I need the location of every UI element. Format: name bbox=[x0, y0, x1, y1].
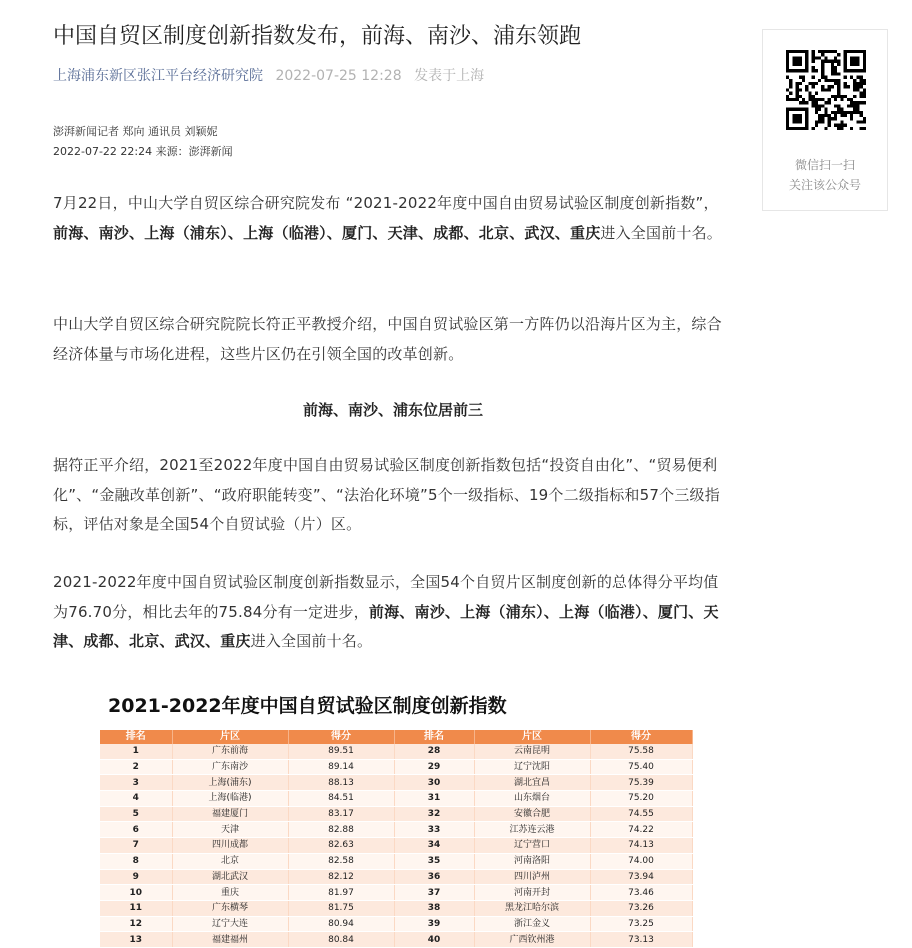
table-row bbox=[100, 869, 692, 885]
table-header-row bbox=[100, 730, 692, 744]
cell-zone: 黑龙江哈尔滨 bbox=[474, 900, 590, 916]
cell-zone: 浙江金义 bbox=[474, 916, 590, 932]
cell-score: 75.39 bbox=[590, 775, 692, 791]
cell-zone: 辽宁营口 bbox=[474, 838, 590, 854]
cell-score: 74.22 bbox=[590, 822, 692, 838]
table-row bbox=[100, 759, 692, 775]
cell-zone: 广西钦州港 bbox=[474, 932, 590, 948]
cell-score: 82.88 bbox=[288, 822, 394, 838]
cell-rank: 35 bbox=[394, 853, 474, 869]
cell-zone: 河南洛阳 bbox=[474, 853, 590, 869]
cell-score: 75.20 bbox=[590, 791, 692, 807]
cell-zone: 天津 bbox=[172, 822, 288, 838]
cell-rank: 32 bbox=[394, 806, 474, 822]
publish-time: 2022-07-25 12:28 bbox=[275, 68, 402, 84]
cell-zone: 湖北宜昌 bbox=[474, 775, 590, 791]
table-row bbox=[100, 806, 692, 822]
cell-rank: 29 bbox=[394, 759, 474, 775]
cell-zone: 广东前海 bbox=[172, 744, 288, 759]
cell-rank: 36 bbox=[394, 869, 474, 885]
cell-rank: 38 bbox=[394, 900, 474, 916]
cell-zone: 上海(临港) bbox=[172, 791, 288, 807]
cell-rank: 10 bbox=[100, 885, 172, 901]
cell-rank: 11 bbox=[100, 900, 172, 916]
header-rank-right: 排名 bbox=[394, 730, 474, 744]
cell-score: 80.94 bbox=[288, 916, 394, 932]
cell-score: 74.13 bbox=[590, 838, 692, 854]
header-zone-left: 片区 bbox=[172, 730, 288, 744]
cell-rank: 34 bbox=[394, 838, 474, 854]
qr-caption-scan: 微信扫一扫 bbox=[794, 158, 855, 172]
section-subheading: 前海、南沙、浦东位居前三 bbox=[302, 401, 483, 419]
cell-score: 84.51 bbox=[288, 791, 394, 807]
cell-zone: 福建厦门 bbox=[172, 806, 288, 822]
cell-rank: 4 bbox=[100, 791, 172, 807]
cell-zone: 辽宁大连 bbox=[172, 916, 288, 932]
cell-score: 73.94 bbox=[590, 869, 692, 885]
table-row bbox=[100, 932, 692, 948]
cell-rank: 31 bbox=[394, 791, 474, 807]
cell-score: 80.84 bbox=[288, 932, 394, 948]
cell-rank: 13 bbox=[100, 932, 172, 948]
cell-score: 81.75 bbox=[288, 900, 394, 916]
table-row bbox=[100, 744, 692, 759]
cell-rank: 12 bbox=[100, 916, 172, 932]
byline-reporters: 澎湃新闻记者 郑向 通讯员 刘颖妮 bbox=[53, 125, 218, 138]
table-row bbox=[100, 822, 692, 838]
ranking-table-body bbox=[100, 744, 692, 947]
header-score-left: 得分 bbox=[288, 730, 394, 744]
cell-score: 82.12 bbox=[288, 869, 394, 885]
cell-zone: 辽宁沈阳 bbox=[474, 759, 590, 775]
cell-zone: 河南开封 bbox=[474, 885, 590, 901]
cell-score: 75.58 bbox=[590, 744, 692, 759]
cell-score: 73.13 bbox=[590, 932, 692, 948]
cell-rank: 5 bbox=[100, 806, 172, 822]
header-rank-left: 排名 bbox=[100, 730, 172, 744]
paragraph-2: 中山大学自贸区综合研究院院长符正平教授介绍，中国自贸试验区第一方阵仍以沿海片区为主，综合经济体量与市场化进程，这些片区仍在引领全国的改革创新。 bbox=[53, 315, 722, 363]
cell-score: 88.13 bbox=[288, 775, 394, 791]
qr-card bbox=[762, 29, 888, 211]
cell-rank: 37 bbox=[394, 885, 474, 901]
paragraph-1-tail: 进入全国前十名。 bbox=[600, 223, 723, 242]
cell-zone: 四川成都 bbox=[172, 838, 288, 854]
byline-source: 2022-07-22 22:24 来源：澎湃新闻 bbox=[53, 145, 233, 158]
account-link[interactable]: 上海浦东新区张江平台经济研究院 bbox=[53, 68, 263, 84]
cell-zone: 山东烟台 bbox=[474, 791, 590, 807]
cell-zone: 福建福州 bbox=[172, 932, 288, 948]
cell-rank: 6 bbox=[100, 822, 172, 838]
cell-zone: 四川泸州 bbox=[474, 869, 590, 885]
cell-rank: 33 bbox=[394, 822, 474, 838]
cell-rank: 7 bbox=[100, 838, 172, 854]
cell-rank: 3 bbox=[100, 775, 172, 791]
table-row bbox=[100, 885, 692, 901]
cell-zone: 上海(浦东) bbox=[172, 775, 288, 791]
paragraph-1 bbox=[53, 189, 733, 248]
qr-caption-follow: 关注该公众号 bbox=[788, 178, 861, 192]
cell-rank: 2 bbox=[100, 759, 172, 775]
paragraph-1-lead: 7月22日，中山大学自贸区综合研究院发布 “2021-2022年度中国自由贸易试验区制度创新指数”， bbox=[53, 194, 719, 212]
header-score-right: 得分 bbox=[590, 730, 692, 744]
cell-zone: 安徽合肥 bbox=[474, 806, 590, 822]
cell-zone: 云南昆明 bbox=[474, 744, 590, 759]
ranking-table-title: 2021-2022年度中国自贸试验区制度创新指数 bbox=[108, 695, 507, 717]
cell-zone: 重庆 bbox=[172, 885, 288, 901]
publish-location: 发表于上海 bbox=[414, 68, 485, 84]
cell-zone: 广东横琴 bbox=[172, 900, 288, 916]
cell-score: 82.63 bbox=[288, 838, 394, 854]
table-row bbox=[100, 916, 692, 932]
paragraph-3: 据符正平介绍，2021至2022年度中国自由贸易试验区制度创新指数包括“投资自由化”、“贸易便利化”、“金融改革创新”、“政府职能转变”、“法治化环境”5个一级指标、19个二级指标和57个三级指标，评估对象是全国54个自贸试验（片）区。 bbox=[53, 456, 720, 533]
cell-zone: 江苏连云港 bbox=[474, 822, 590, 838]
cell-rank: 1 bbox=[100, 744, 172, 759]
paragraph-4-lead: 2021-2022年度中国自贸试验区制度创新指数显示，全国54个自贸片区制度创新的总体得分平均值为76.70分，相比去年的75.84分有一定进步， bbox=[53, 573, 719, 621]
cell-score: 89.51 bbox=[288, 744, 394, 759]
cell-zone: 北京 bbox=[172, 853, 288, 869]
qr-code-icon[interactable] bbox=[786, 50, 866, 130]
header-zone-right: 片区 bbox=[474, 730, 590, 744]
cell-rank: 30 bbox=[394, 775, 474, 791]
article-meta bbox=[53, 66, 484, 86]
paragraph-4-highlight: 前海、南沙、上海（浦东）、上海（临港）、厦门、天津、成都、北京、武汉、重庆 bbox=[53, 602, 719, 650]
cell-score: 82.58 bbox=[288, 853, 394, 869]
cell-score: 89.14 bbox=[288, 759, 394, 775]
cell-score: 83.17 bbox=[288, 806, 394, 822]
cell-score: 75.40 bbox=[590, 759, 692, 775]
paragraph-4 bbox=[53, 568, 733, 657]
cell-rank: 28 bbox=[394, 744, 474, 759]
table-row bbox=[100, 838, 692, 854]
cell-score: 74.55 bbox=[590, 806, 692, 822]
cell-score: 73.25 bbox=[590, 916, 692, 932]
paragraph-4-tail: 进入全国前十名。 bbox=[250, 632, 373, 650]
cell-rank: 8 bbox=[100, 853, 172, 869]
cell-rank: 40 bbox=[394, 932, 474, 948]
ranking-table bbox=[100, 730, 693, 948]
table-row bbox=[100, 853, 692, 869]
paragraph-1-highlight: 前海、南沙、上海（浦东）、上海（临港）、厦门、天津、成都、北京、武汉、重庆 bbox=[53, 223, 601, 242]
table-row bbox=[100, 775, 692, 791]
cell-score: 74.00 bbox=[590, 853, 692, 869]
table-row bbox=[100, 791, 692, 807]
cell-score: 73.26 bbox=[590, 900, 692, 916]
byline bbox=[53, 122, 233, 162]
cell-rank: 39 bbox=[394, 916, 474, 932]
cell-zone: 湖北武汉 bbox=[172, 869, 288, 885]
table-row bbox=[100, 900, 692, 916]
cell-score: 73.46 bbox=[590, 885, 692, 901]
article-title: 中国自贸区制度创新指数发布，前海、南沙、浦东领跑 bbox=[53, 24, 582, 49]
cell-zone: 广东南沙 bbox=[172, 759, 288, 775]
cell-score: 81.97 bbox=[288, 885, 394, 901]
cell-rank: 9 bbox=[100, 869, 172, 885]
